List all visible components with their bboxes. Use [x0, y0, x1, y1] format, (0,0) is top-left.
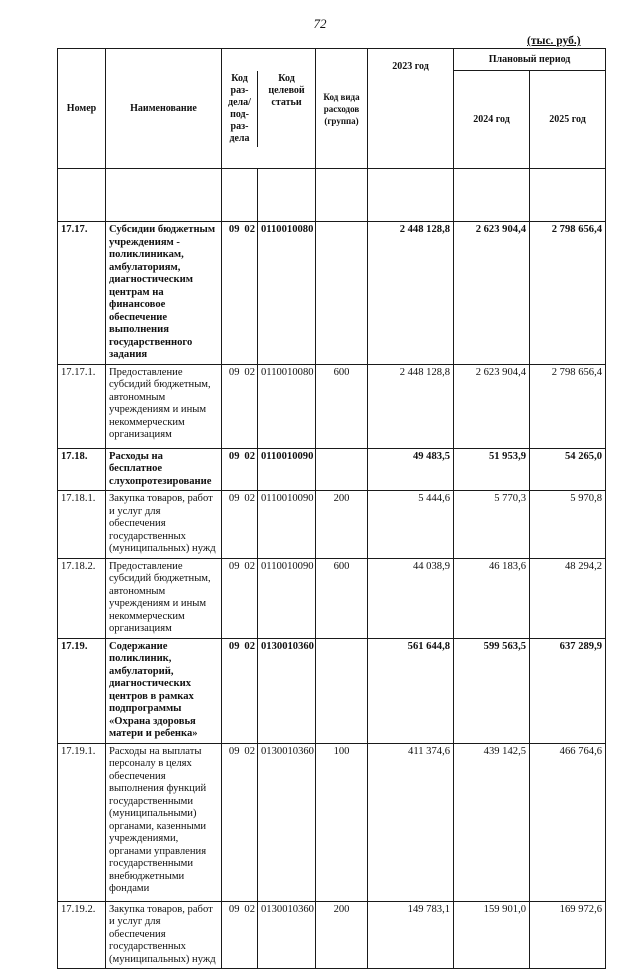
row-section-code — [222, 222, 258, 365]
row-amount-2025: 637 289,9 — [530, 638, 606, 743]
row-number: 17.19. — [58, 638, 106, 743]
header-section-code-label: Код раз-дела/ под-раз-дела — [222, 71, 258, 147]
row-section-code — [222, 448, 258, 491]
row-target-code: 0130010360 — [258, 638, 316, 743]
table-row — [58, 743, 606, 901]
unit-note: (тыс. руб.) — [527, 35, 581, 47]
row-subsection: 02 — [244, 745, 255, 757]
row-name: Содержание поликлиник, амбулаторий, диагностических центров в рамках подпрограммы «Охрана здоровья матери и ребенка» — [106, 638, 222, 743]
row-amount-2025: 2 798 656,4 — [530, 364, 606, 448]
row-amount-2023: 2 448 128,8 — [368, 364, 454, 448]
row-amount-2024: 599 563,5 — [454, 638, 530, 743]
row-section: 09 — [228, 903, 240, 915]
row-subsection: 02 — [244, 903, 255, 915]
row-amount-2023: 5 444,6 — [368, 491, 454, 559]
row-target-code: 0110010090 — [258, 448, 316, 491]
row-section-code — [222, 364, 258, 448]
row-subsection: 02 — [244, 450, 255, 462]
header-section-code — [222, 49, 316, 169]
table-row — [58, 222, 606, 365]
row-number: 17.19.1. — [58, 743, 106, 901]
row-amount-2023: 49 483,5 — [368, 448, 454, 491]
table-row — [58, 364, 606, 448]
row-amount-2024: 439 142,5 — [454, 743, 530, 901]
row-amount-2024: 159 901,0 — [454, 901, 530, 969]
header-expense-type: Код вида расходов (группа) — [316, 49, 368, 169]
row-amount-2025: 169 972,6 — [530, 901, 606, 969]
row-amount-2023: 2 448 128,8 — [368, 222, 454, 365]
row-name: Расходы на выплаты персоналу в целях обеспечения выполнения функций государственными (муниципальными) органами, казенными учреждениями, органами управления государственными внебюджетными фондами — [106, 743, 222, 901]
row-subsection: 02 — [244, 640, 255, 652]
row-number: 17.18.1. — [58, 491, 106, 559]
table-row — [58, 901, 606, 969]
row-target-code: 0110010080 — [258, 222, 316, 365]
table-row — [58, 558, 606, 638]
row-number: 17.18.2. — [58, 558, 106, 638]
row-amount-2023: 44 038,9 — [368, 558, 454, 638]
row-section-code — [222, 491, 258, 559]
row-section-code — [222, 558, 258, 638]
table-row — [58, 448, 606, 491]
row-target-code: 0130010360 — [258, 743, 316, 901]
row-section: 09 — [228, 560, 240, 572]
header-2023: 2023 год — [368, 49, 454, 169]
table-row — [58, 491, 606, 559]
row-name: Предоставление субсидий бюджетным, автономным учреждениям и иным некоммерческим организациям — [106, 558, 222, 638]
row-expense-type — [316, 448, 368, 491]
row-subsection: 02 — [244, 366, 255, 378]
row-subsection: 02 — [244, 493, 255, 504]
row-section: 09 — [228, 366, 240, 378]
row-section-code — [222, 743, 258, 901]
row-target-code: 0110010080 — [258, 364, 316, 448]
row-name: Предоставление субсидий бюджетным, автономным учреждениям и иным некоммерческим организациям — [106, 364, 222, 448]
row-amount-2023: 411 374,6 — [368, 743, 454, 901]
table-row — [58, 638, 606, 743]
row-number: 17.19.2. — [58, 901, 106, 969]
header-name: Наименование — [106, 49, 222, 169]
row-name: Расходы на бесплатное слухопротезирование — [106, 448, 222, 491]
row-expense-type: 200 — [316, 491, 368, 559]
row-amount-2024: 2 623 904,4 — [454, 364, 530, 448]
row-amount-2025: 466 764,6 — [530, 743, 606, 901]
row-amount-2024: 5 770,3 — [454, 491, 530, 559]
row-amount-2023: 561 644,8 — [368, 638, 454, 743]
row-amount-2025: 48 294,2 — [530, 558, 606, 638]
row-number: 17.17.1. — [58, 364, 106, 448]
row-amount-2024: 46 183,6 — [454, 558, 530, 638]
row-section: 09 — [228, 640, 240, 652]
row-expense-type — [316, 638, 368, 743]
row-expense-type: 600 — [316, 558, 368, 638]
row-amount-2025: 54 265,0 — [530, 448, 606, 491]
row-expense-type: 200 — [316, 901, 368, 969]
row-subsection: 02 — [244, 560, 255, 572]
row-amount-2024: 51 953,9 — [454, 448, 530, 491]
row-expense-type: 600 — [316, 364, 368, 448]
header-number: Номер — [58, 49, 106, 169]
budget-table — [57, 48, 606, 969]
header-planned-period: Плановый период — [454, 49, 606, 71]
row-name: Субсидии бюджетным учреждениям - поликлиникам, амбулаториям, диагностическим центрам на финансовое обеспечение выполнения государственного задания — [106, 222, 222, 365]
row-subsection: 02 — [244, 224, 255, 235]
header-target-code: Код целевой статьи — [268, 72, 305, 108]
row-expense-type: 100 — [316, 743, 368, 901]
row-target-code: 0110010090 — [258, 491, 316, 559]
row-section: 09 — [228, 224, 240, 235]
row-amount-2023: 149 783,1 — [368, 901, 454, 969]
row-section-code — [222, 901, 258, 969]
row-section-code — [222, 638, 258, 743]
row-number: 17.18. — [58, 448, 106, 491]
row-section: 09 — [228, 450, 240, 462]
row-amount-2025: 5 970,8 — [530, 491, 606, 559]
row-target-code: 0130010360 — [258, 901, 316, 969]
row-section: 09 — [228, 493, 240, 504]
header-2024: 2024 год — [454, 71, 530, 169]
row-name: Закупка товаров, работ и услуг для обеспечения государственных (муниципальных) нужд — [106, 491, 222, 559]
row-target-code: 0110010090 — [258, 558, 316, 638]
row-name: Закупка товаров, работ и услуг для обеспечения государственных (муниципальных) нужд — [106, 901, 222, 969]
row-section: 09 — [228, 745, 240, 757]
page-number: 72 — [313, 16, 327, 31]
header-2025: 2025 год — [530, 71, 606, 169]
row-amount-2025: 2 798 656,4 — [530, 222, 606, 365]
row-expense-type — [316, 222, 368, 365]
row-number: 17.17. — [58, 222, 106, 365]
row-amount-2024: 2 623 904,4 — [454, 222, 530, 365]
